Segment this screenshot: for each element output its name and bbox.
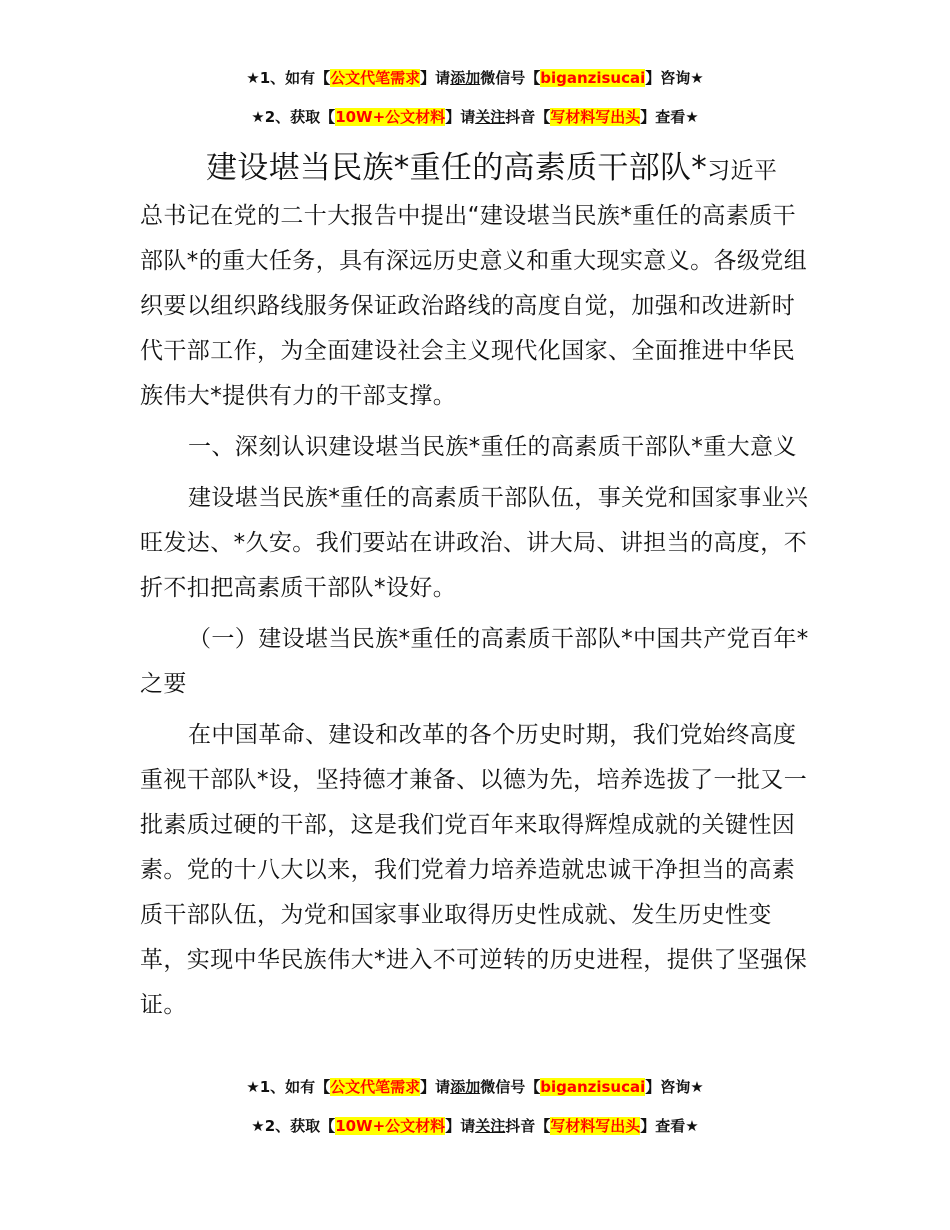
promo-highlight-service: 公文代笔需求 [330, 69, 421, 87]
promo-underlined-word: 添加 [450, 1078, 481, 1096]
intro-paragraph: 总书记在党的二十大报告中提出“建设堪当民族*重任的高素质干部队*的重大任务，具有深远历史意义和重大现实意义。各级党组织要以组织路线服务保证政治路线的高度自觉，加强和改进新时代干部工作，为全面建设社会主义现代化国家、全面推进中华民族伟大*提供有力的干部支撑。 [140, 203, 808, 409]
promo-prefix: ★2、获取【 [251, 1117, 336, 1135]
promo-text: 】请 [445, 108, 476, 126]
promo-highlight-materials: 10W+公文材料 [335, 108, 446, 126]
promo-suffix: 】咨询★ [645, 1078, 704, 1096]
title-continuation: 习近平 [707, 158, 778, 184]
promo-highlight-wechat-id: biganzisucai [540, 69, 646, 87]
promo-text: 微信号【 [480, 1078, 541, 1096]
promo-highlight-douyin-account: 写材料写出头 [550, 108, 641, 126]
promo-highlight-douyin-account: 写材料写出头 [550, 1117, 641, 1135]
document-title-line [140, 146, 812, 194]
promo-underlined-word: 关注 [475, 1117, 506, 1135]
promo-prefix: ★1、如有【 [246, 69, 331, 87]
promo-text: 】请 [445, 1117, 476, 1135]
promo-highlight-service: 公文代笔需求 [330, 1078, 421, 1096]
promo-suffix: 】咨询★ [645, 69, 704, 87]
section-paragraph-1: 建设堪当民族*重任的高素质干部队伍，事关党和国家事业兴旺发达、*久安。我们要站在讲政治、讲大局、讲担当的高度，不折不扣把高素质干部队*设好。 [140, 485, 809, 601]
promo-underlined-word: 添加 [450, 69, 481, 87]
section-heading-1: 一、深刻认识建设堪当民族*重任的高素质干部队*重大意义 [188, 434, 797, 460]
promo-highlight-materials: 10W+公文材料 [335, 1117, 446, 1135]
promo-text: 微信号【 [480, 69, 541, 87]
promo-line-top-2 [0, 107, 950, 127]
promo-prefix: ★1、如有【 [246, 1078, 331, 1096]
promo-suffix: 】查看★ [640, 108, 699, 126]
promo-prefix: ★2、获取【 [251, 108, 336, 126]
promo-text: 抖音【 [505, 108, 551, 126]
promo-underlined-word: 关注 [475, 108, 506, 126]
promo-highlight-wechat-id: biganzisucai [540, 1078, 646, 1096]
promo-text: 抖音【 [505, 1117, 551, 1135]
promo-text: 】请 [420, 1078, 451, 1096]
document-body [140, 146, 812, 1028]
document-title: 建设堪当民族*重任的高素质干部队* [206, 150, 708, 186]
promo-line-bottom-2 [0, 1116, 950, 1136]
promo-line-top-1 [0, 68, 950, 88]
subsection-paragraph-1: 在中国革命、建设和改革的各个历史时期，我们党始终高度重视干部队*设，坚持德才兼备、以德为先，培养选拔了一批又一批素质过硬的干部，这是我们党百年来取得辉煌成就的关键性因素。党的十八大以来，我们党着力培养造就忠诚干净担当的高素质干部队伍，为党和国家事业取得历史性成就、发生历史性变革，实现中华民族伟大*进入不可逆转的历史进程，提供了坚强保证。 [140, 722, 808, 1018]
promo-suffix: 】查看★ [640, 1117, 699, 1135]
promo-text: 】请 [420, 69, 451, 87]
promo-line-bottom-1 [0, 1077, 950, 1097]
subsection-heading-1: （一）建设堪当民族*重任的高素质干部队*中国共产党百年*之要 [140, 626, 809, 697]
